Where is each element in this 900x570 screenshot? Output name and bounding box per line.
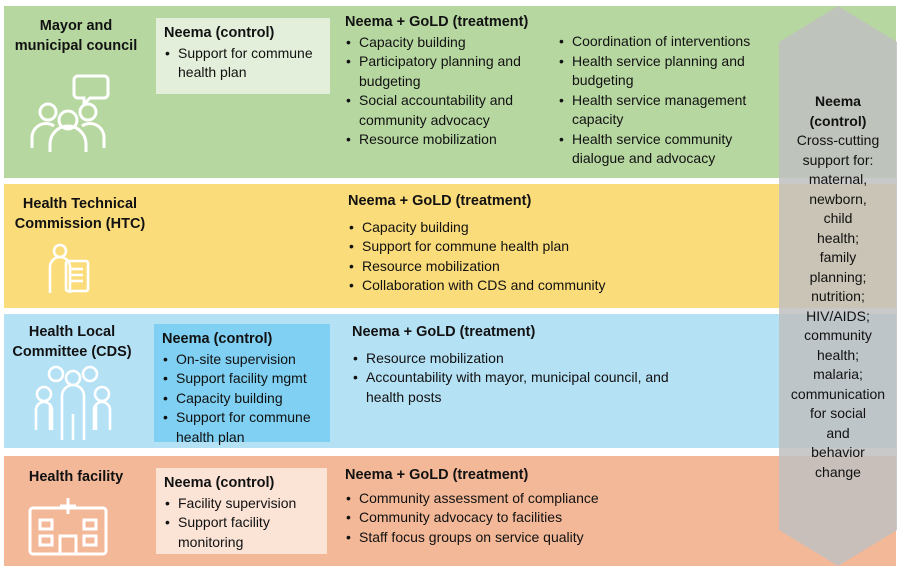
mayor-control-item: • Support for commune health plan [164, 44, 322, 83]
people-speech-icon [26, 68, 110, 154]
cds-control-box [154, 324, 330, 445]
side-line: communication [790, 385, 886, 402]
facility-control-title: Neema (control) [164, 475, 275, 491]
cds-control-title: Neema (control) [162, 331, 273, 347]
side-line: and [826, 424, 850, 441]
side-line: HIV/AIDS; [806, 307, 870, 324]
mayor-treatment-item: • Health service community dialogue and advocacy [558, 130, 776, 169]
side-line: health; [816, 346, 860, 363]
side-line: child [823, 210, 853, 226]
cds-treatment-title: Neema + GoLD (treatment) [352, 324, 536, 340]
cds-treatment-item: • Resource mobilization [352, 349, 682, 369]
facility-treatment-item: • Community advocacy to facilities [345, 508, 765, 528]
mayor-treatment-item: • Social accountability and community advocacy [345, 91, 555, 130]
cds-control-item: • Support facility mgmt [162, 369, 322, 389]
row-title-mayor: Mayor and municipal council [14, 18, 138, 54]
cds-treatment [352, 323, 682, 407]
mayor-treatment-item: • Resource mobilization [345, 130, 555, 150]
htc-treatment [348, 192, 768, 296]
facility-control-box [156, 468, 327, 554]
mayor-treatment-item: • Capacity building [345, 33, 555, 53]
side-line: Cross-cutting [796, 132, 880, 148]
side-line: family [819, 249, 857, 265]
mayor-treatment-title: Neema + GoLD (treatment) [345, 14, 529, 30]
mayor-control-title: Neema (control) [164, 25, 275, 41]
hospital-icon [26, 494, 110, 558]
mayor-treatment-item: • Health service planning and budgeting [558, 52, 776, 91]
row-title-htc: Health Technical Commission (HTC) [14, 196, 146, 232]
side-line: newborn, [809, 190, 867, 207]
facility-treatment-title: Neema + GoLD (treatment) [345, 467, 529, 483]
mayor-treatment-right [558, 32, 776, 169]
side-line: health; [816, 229, 860, 246]
htc-treatment-item: • Collaboration with CDS and community [348, 276, 768, 296]
cds-treatment-item: • Accountability with mayor, municipal council, and health posts [352, 368, 682, 407]
person-document-icon [46, 243, 94, 297]
side-line: community [804, 327, 872, 343]
facility-treatment-item: • Staff focus groups on service quality [345, 528, 765, 548]
htc-treatment-item: • Capacity building [348, 218, 768, 238]
cds-control-item: • On-site supervision [162, 350, 322, 370]
htc-treatment-item: • Resource mobilization [348, 257, 768, 277]
side-line: change [815, 463, 861, 480]
facility-control-item: • Facility supervision [164, 494, 319, 514]
mayor-treatment-item: • Coordination of interventions [558, 32, 776, 52]
row-title-facility: Health facility [28, 469, 124, 485]
side-line: for social [809, 405, 867, 421]
htc-treatment-title: Neema + GoLD (treatment) [348, 193, 532, 209]
side-line: malaria; [813, 366, 863, 382]
facility-treatment-item: • Community assessment of compliance [345, 489, 765, 509]
mayor-treatment-item: • Health service management capacity [558, 91, 776, 130]
mayor-treatment-item: • Participatory planning and budgeting [345, 52, 555, 91]
side-cross-cutting-text [779, 92, 897, 482]
mayor-treatment-left [345, 13, 555, 150]
side-title: Neema [815, 93, 861, 109]
side-line: planning; [809, 268, 867, 285]
htc-treatment-item: • Support for commune health plan [348, 237, 768, 257]
facility-control-item: • Support facility monitoring [164, 513, 319, 552]
side-line: support for: [802, 151, 874, 168]
cds-control-item: • Capacity building [162, 389, 322, 409]
side-title: (control) [809, 112, 867, 129]
facility-treatment [345, 466, 765, 547]
side-line: nutrition; [811, 288, 865, 304]
row-title-cds: Health Local Committee (CDS) [12, 324, 132, 360]
cds-control-item: • Support for commune health plan [162, 408, 322, 447]
mayor-control-box [156, 18, 330, 94]
group-people-icon [34, 364, 112, 444]
side-line: behavior [811, 444, 865, 460]
side-line: maternal, [808, 171, 868, 187]
